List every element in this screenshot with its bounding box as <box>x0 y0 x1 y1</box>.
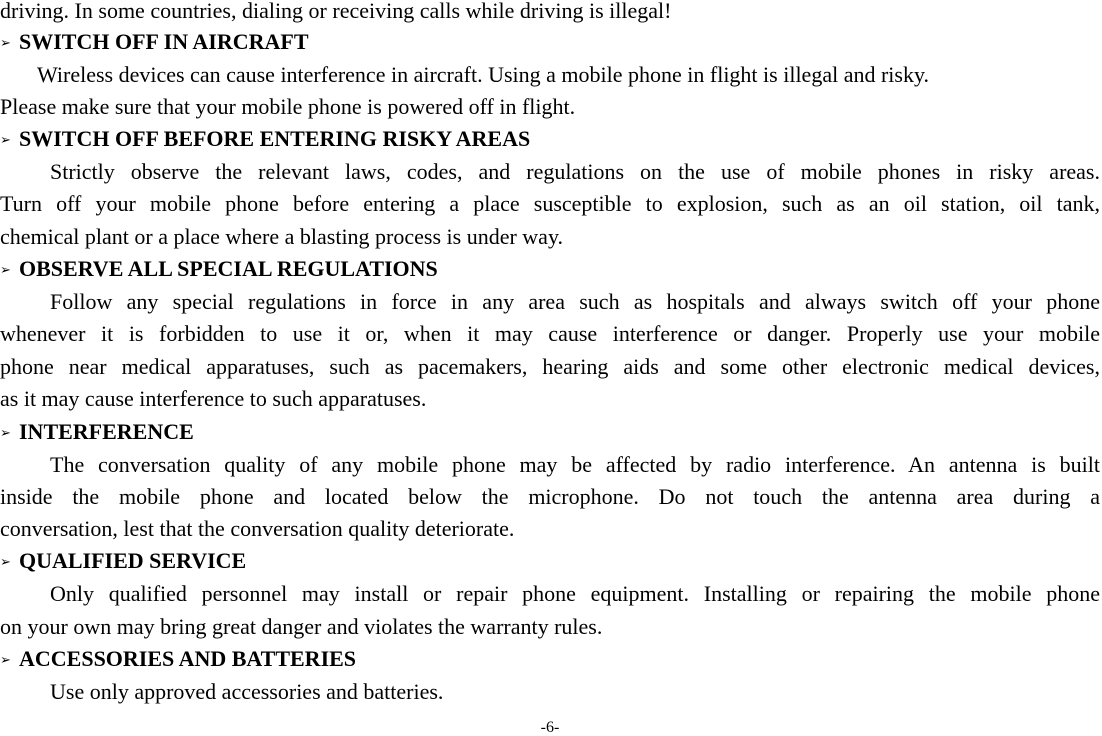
paragraph-line: Please make sure that your mobile phone is powered off in flight. <box>0 94 576 119</box>
paragraph-line: Follow any special regulations in force in any area such as hospitals and always switch off your phone <box>50 289 1100 314</box>
paragraph-line: Only qualified personnel may install or repair phone equipment. Installing or repairing the mobile phone <box>50 581 1100 606</box>
paragraph-line: Use only approved accessories and batteries. <box>50 679 444 704</box>
paragraph-line: inside the mobile phone and located below the microphone. Do not touch the antenna area during a <box>0 484 1100 509</box>
arrow-bullet-icon: ➢ <box>0 262 11 277</box>
intro-text: driving. In some countries, dialing or receiving calls while driving is illegal! <box>0 0 672 23</box>
section-heading-risky-areas <box>0 126 530 152</box>
arrow-bullet-icon: ➢ <box>0 554 11 569</box>
section-heading-accessories <box>0 646 356 672</box>
section-heading-special-regulations <box>0 256 438 282</box>
heading-text: QUALIFIED SERVICE <box>19 548 247 573</box>
paragraph-line: chemical plant or a place where a blasting process is under way. <box>0 224 564 249</box>
arrow-bullet-icon: ➢ <box>0 132 11 147</box>
heading-text: OBSERVE ALL SPECIAL REGULATIONS <box>19 256 438 281</box>
heading-text: SWITCH OFF IN AIRCRAFT <box>19 29 309 54</box>
paragraph-line: conversation, lest that the conversation quality deteriorate. <box>0 516 515 541</box>
paragraph-line: phone near medical apparatuses, such as pacemakers, hearing aids and some other electronic medical devices, <box>0 354 1100 379</box>
section-heading-aircraft <box>0 29 309 55</box>
page-number: -6- <box>540 719 560 736</box>
arrow-bullet-icon: ➢ <box>0 35 11 50</box>
paragraph-line: Strictly observe the relevant laws, codes, and regulations on the use of mobile phones in risky areas. <box>50 159 1100 184</box>
paragraph-line: Turn off your mobile phone before entering a place susceptible to explosion, such as an oil station, oil tank, <box>0 191 1100 216</box>
paragraph-line: The conversation quality of any mobile phone may be affected by radio interference. An antenna is built <box>50 452 1100 477</box>
heading-text: INTERFERENCE <box>19 419 194 444</box>
heading-text: SWITCH OFF BEFORE ENTERING RISKY AREAS <box>19 126 531 151</box>
paragraph-line: Wireless devices can cause interference in aircraft. Using a mobile phone in flight is illegal and risky. <box>37 62 930 87</box>
paragraph-line: on your own may bring great danger and violates the warranty rules. <box>0 614 603 639</box>
arrow-bullet-icon: ➢ <box>0 652 11 667</box>
paragraph-line: whenever it is forbidden to use it or, when it may cause interference or danger. Properly use your mobile <box>0 321 1100 346</box>
paragraph-line: as it may cause interference to such apparatuses. <box>0 386 427 411</box>
arrow-bullet-icon: ➢ <box>0 425 11 440</box>
section-heading-qualified-service <box>0 548 246 574</box>
heading-text: ACCESSORIES AND BATTERIES <box>19 646 357 671</box>
section-heading-interference <box>0 419 194 445</box>
